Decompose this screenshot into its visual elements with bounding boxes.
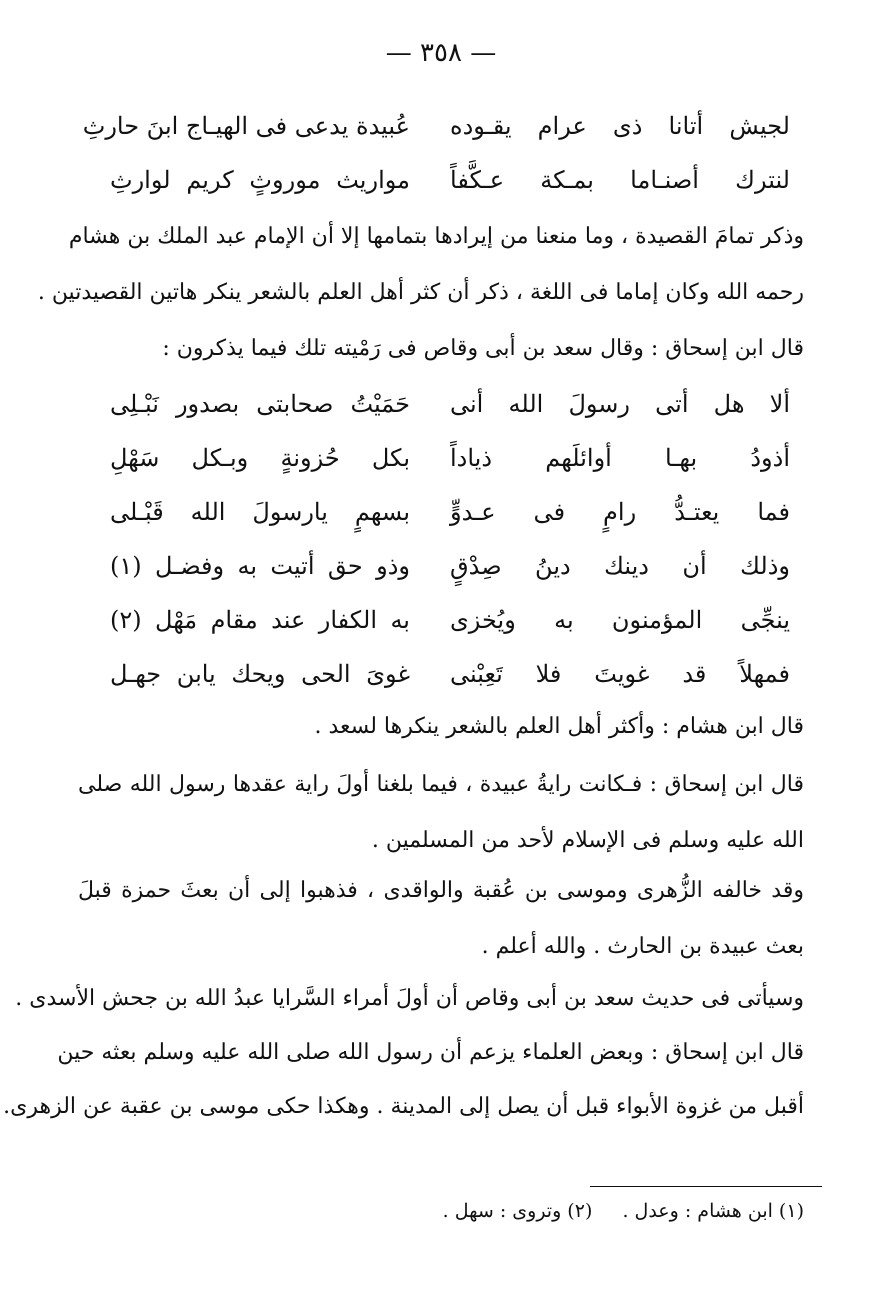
verse-first-hemistich: ينجِّى المؤمنون به ويُخزى [450,606,790,634]
verse-first-hemistich: لنترك أصنـاما بمـكة عـكَّفاً [450,166,790,194]
verse-first-hemistich: وذلك أن دينك دينُ صِدْقٍ [450,552,790,580]
paragraph-line: قال ابن إسحاق : وبعض العلماء يزعم أن رسول الله صلى الله عليه وسلم بعثه حين [57,1040,804,1065]
footnote-1: (١) ابن هشام : وعدل . [622,1200,804,1222]
verse-second-hemistich: غوىَ الحى ويحك يابن جهـل [110,660,410,688]
paragraph-line: بعث عبيدة بن الحارث . والله أعلم . [481,934,804,959]
paragraph-line: رحمه الله وكان إماما فى اللغة ، ذكر أن كثر أهل العلم بالشعر ينكر هاتين القصيدتين . [37,280,804,305]
paragraph-line: وذكر تمامَ القصيدة ، وما منعنا من إيرادها بتمامها إلا أن الإمام عبد الملك بن هشام [68,224,804,249]
poem-intro: قال ابن إسحاق : وقال سعد بن أبى وقاص فى رَمْيته تلك فيما يذكرون : [162,336,804,361]
verse-second-hemistich: مواريث موروثٍ كريم لوارثِ [110,166,410,194]
verse-first-hemistich: أذودُ بهـا أوائلَهم ذياداً [450,444,790,472]
verse-second-hemistich: بسهمٍ يارسولَ الله قَبْـلى [110,498,410,526]
verse-second-hemistich: عُبيدة يدعى فى الهيـاج ابنَ حارثِ [82,112,410,140]
footnotes [443,1200,804,1222]
verse-line [90,606,790,646]
verse-line [90,660,790,700]
paragraph-line: أقبل من غزوة الأبواء قبل أن يصل إلى المدينة . وهكذا حكى موسى بن عقبة عن الزهرى. [3,1094,804,1119]
verse-first-hemistich: ألا هل أتى رسولَ الله أنى [450,390,790,418]
verse-first-hemistich: لجيش أتانا ذى عرام يقـوده [450,112,790,140]
verse-first-hemistich: فما يعتـدُّ رامٍ فى عـدوٍّ [450,498,790,526]
verse-line [90,390,790,430]
paragraph-line: قال ابن هشام : وأكثر أهل العلم بالشعر ينكرها لسعد . [314,714,804,739]
verse-second-hemistich: به الكفار عند مقام مَهْل (٢) [110,606,410,634]
verse-line [82,112,790,152]
verse-first-hemistich: فمهلاً قد غويتَ فلا تَعِبْنى [450,660,790,688]
footnote-divider [590,1186,822,1187]
verse-line [90,166,790,206]
verse-line [90,552,790,592]
verse-line [90,498,790,538]
footnote-2: (٢) وتروى : سهل . [442,1200,593,1222]
paragraph-line: وسيأتى فى حديث سعد بن أبى وقاص أن أولَ أمراء السَّرايا عبدُ الله بن جحش الأسدى . [15,986,804,1011]
verse-second-hemistich: بكل حُزونةٍ وبـكل سَهْلِ [110,444,410,472]
paragraph-line: الله عليه وسلم فى الإسلام لأحد من المسلمين . [371,828,804,853]
paragraph-line: وقد خالفه الزُّهرى وموسى بن عُقبة والواقدى ، فذهبوا إلى أن بعثَ حمزة قبلَ [78,878,804,903]
paragraph-line: قال ابن إسحاق : فـكانت رايةُ عبيدة ، فيما بلغنا أولَ راية عقدها رسول الله صلى [78,772,804,797]
verse-second-hemistich: حَمَيْتُ صحابتى بصدور نَبْـلِى [110,390,410,418]
verse-second-hemistich: وذو حق أتيت به وفضـل (١) [110,552,410,580]
page-number: — ٣٥٨ — [385,38,497,68]
verse-line [90,444,790,484]
